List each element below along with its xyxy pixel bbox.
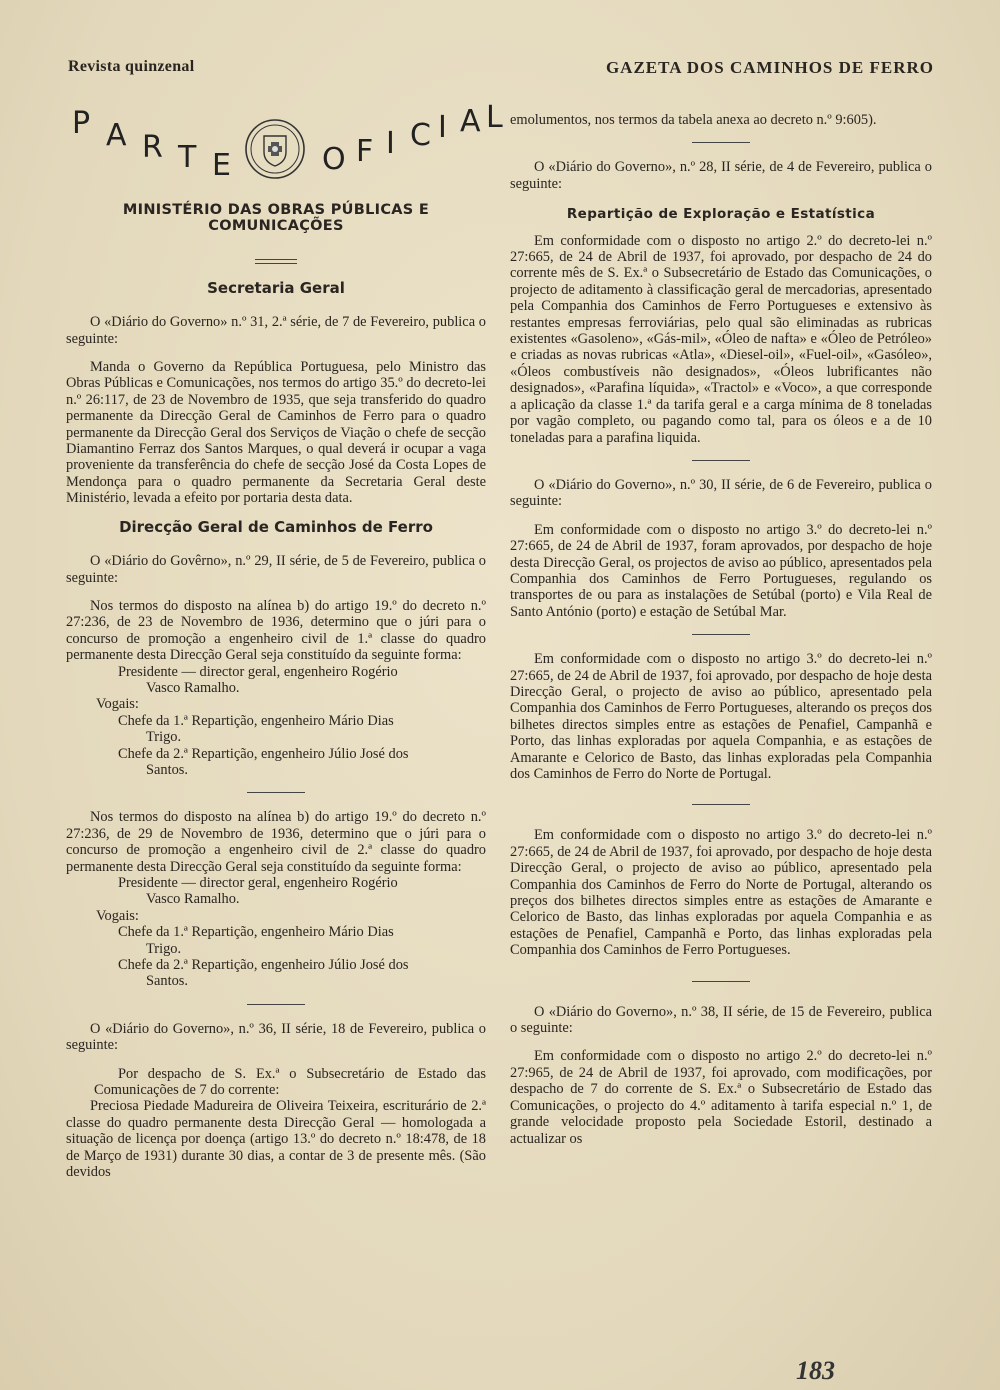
right-column bbox=[510, 112, 932, 1147]
ministry-heading: MINISTÉRIO DAS OBRAS PÚBLICAS E COMUNICAÇÕES bbox=[122, 202, 430, 235]
double-rule bbox=[255, 259, 297, 264]
left-column bbox=[66, 100, 505, 1181]
paragraph: O «Diário do Governo» n.º 31, 2.ª série, de 7 de Fevereiro, publica o seguinte: bbox=[66, 314, 486, 347]
banner-letter: T bbox=[178, 140, 199, 175]
separator-rule bbox=[692, 460, 750, 461]
banner-letter: O bbox=[322, 142, 348, 177]
paragraph: O «Diário do Governo», n.º 28, II série, de 4 de Fevereiro, publica o seguinte: bbox=[510, 159, 932, 192]
paragraph: Preciosa Piedade Madureira de Oliveira Teixeira, escriturário de 2.ª classe do quadro permanente desta Direcção Geral — homologada a situação de licença por doença (artigo 13.º do decreto n.º 18:478, de 18 de Março de 1931) durante 30 dias, a contar de 3 de presente mês. (São devidos bbox=[66, 1098, 486, 1181]
list-line: Trigo. bbox=[146, 729, 182, 746]
banner-letter: L bbox=[486, 100, 505, 135]
list-line: Vasco Ramalho. bbox=[146, 679, 240, 696]
paragraph: Manda o Governo da República Portuguesa, pelo Ministro das Obras Públicas e Comunicações, nos termos do artigo 35.º do decreto-lei n.º 26:117, de 23 de Novembro de 1935, que seja transferido do quadro permanente da Direcção Geral de Caminhos de Ferro para o quadro permanente da Direcção Geral dos Serviços de Viação o chefe de secção Diamantino Ferraz dos Santos Marques, o qual deverá ir ocupar a vaga proveniente da transferência do chefe de secção José da Costa Lopes de Mendonça para o quadro permanente da Secretaria Geral deste Ministério, levada a efeito por portaria desta data. bbox=[66, 359, 486, 507]
list-line: Vogais: bbox=[96, 696, 139, 713]
list-line: Trigo. bbox=[146, 940, 182, 957]
separator-rule bbox=[692, 981, 750, 982]
banner-letter: C bbox=[410, 118, 433, 153]
separator-rule bbox=[692, 634, 750, 635]
banner-letter: A bbox=[106, 118, 129, 153]
banner-letter: I bbox=[438, 110, 449, 145]
banner-letter: I bbox=[386, 126, 397, 161]
paragraph: Nos termos do disposto na alínea b) do artigo 19.º do decreto n.º 27:236, de 29 de Novembro de 1936, determino que o júri para o concurso de promoção a engenheiro civil de 2.ª classe do quadro permanente desta Direcção Geral seja constituído da seguinte forma: bbox=[66, 809, 486, 875]
list-line: Santos. bbox=[146, 973, 188, 990]
list-line: Chefe da 1.ª Repartição, engenheiro Mário Dias bbox=[118, 924, 394, 941]
coat-of-arms-icon bbox=[244, 118, 306, 180]
list-line: Santos. bbox=[146, 761, 188, 778]
header-left: Revista quinzenal bbox=[68, 58, 195, 75]
banner-letter: A bbox=[460, 104, 483, 139]
list-line: Vogais: bbox=[96, 907, 139, 924]
banner-letter: F bbox=[356, 134, 376, 169]
list-line: Presidente — director geral, engenheiro Rogério bbox=[118, 663, 398, 680]
paragraph: Em conformidade com o disposto no artigo 3.º do decreto-lei n.º 27:665, de 24 de Abril de 1937, foram aprovados, por despacho de hoje desta Direcção Geral, os projectos de aviso ao público, apresentados pela Companhia dos Caminhos de Ferro Portugueses, regulando os transportes de ou para as instalações de Setúbal (porto) e Vila Real de Santo António (porto) e estação de Setúbal Mar. bbox=[510, 521, 932, 620]
paragraph: Por despacho de S. Ex.ª o Subsecretário de Estado das Comunicações de 7 do corrente: bbox=[94, 1065, 486, 1099]
paragraph: emolumentos, nos termos da tabela anexa ao decreto n.º 9:605). bbox=[510, 112, 877, 128]
list-line: Presidente — director geral, engenheiro Rogério bbox=[118, 875, 398, 891]
separator-rule bbox=[247, 792, 305, 793]
paragraph: Em conformidade com o disposto no artigo 3.º do decreto-lei n.º 27:665, de 24 de Abril de 1937, foi aprovado, por despacho de hoje desta Direcção Geral, o projecto de aviso ao público, apresentado pela Companhia dos Caminhos de Ferro Portugueses, alterando os preços dos bilhetes directos simples entre as estações de Penafiel, Campanhã e Porto, das linhas exploradas por aquela Companhia, e as estações de Amarante e Celorico de Basto, das linhas exploradas pela Companhia dos Caminhos de Ferro do Norte de Portugal. bbox=[510, 651, 932, 782]
list-line: Vasco Ramalho. bbox=[146, 891, 240, 908]
paragraph: O «Diário do Governo», n.º 30, II série, de 6 de Fevereiro, publica o seguinte: bbox=[510, 476, 932, 510]
list-line: Chefe da 1.ª Repartição, engenheiro Mário Dias bbox=[118, 712, 394, 729]
parte-oficial-banner bbox=[66, 100, 505, 192]
banner-letter: E bbox=[212, 148, 233, 183]
page-number: 183 bbox=[796, 1356, 835, 1385]
section-heading: Secretaria Geral bbox=[207, 278, 345, 297]
paragraph: Em conformidade com o disposto no artigo 2.º do decreto-lei n.º 27:665, de 24 de Abril de 1937, foi aprovado, por despacho de 24 do corrente mês de S. Ex.ª o Subsecretário de Estado das Comunicações, o projecto de aditamento à classificação geral de mercadorias, apresentado pela Companhia dos Caminhos de Ferro Portugueses e extensivo às restantes empresas ferroviárias, pelo qual são eliminadas as rubricas existentes «Gasoleno», «Gás-mil», «Óleo de nafta» e «Óleo de Petróleo» e criadas as novas rubricas «Atla», «Diesel-oil», «Fuel-oil», «Gasóleo», «Óleos combustíveis não designados», «Óleos lubrificantes não designados», «Parafina líquida», «Tractol» e «Voco», a que corresponde a aplicação da classe 1.ª da tarifa geral e a carga mínima de 8 toneladas por vagão completo, ou pagando como tal, para os óleos e a de 10 toneladas para a parafina liquida. bbox=[510, 232, 932, 446]
banner-letter: R bbox=[142, 130, 165, 165]
list-line: Chefe da 2.ª Repartição, engenheiro Júlio José dos bbox=[118, 957, 409, 974]
section-heading: Direcção Geral de Caminhos de Ferro bbox=[119, 517, 433, 536]
paragraph: Em conformidade com o disposto no artigo 3.º do decreto-lei n.º 27:665, de 24 de Abril de 1937, foi aprovado, por despacho de hoje desta Direcção Geral, o projecto de aviso ao público, apresentado pela Companhia dos Caminhos de Ferro do Norte de Portugal, alterando os preços dos bilhetes directos simples entre as estações de Amarante e Celorico de Basto, das linhas exploradas por aquela Companhia e as estações de Penafiel, Campanhã e Porto, das linhas exploradas pela Companhia dos Caminhos de Ferro Portugueses. bbox=[510, 827, 932, 959]
separator-rule bbox=[692, 142, 750, 143]
paragraph: Nos termos do disposto na alínea b) do artigo 19.º do decreto n.º 27:236, de 23 de Novembro de 1936, determino que o júri para o concurso de promoção a engenheiro civil de 1.ª classe do quadro permanente desta Direcção Geral seja constituído da seguinte forma: bbox=[66, 597, 486, 664]
list-line: Chefe da 2.ª Repartição, engenheiro Júlio José dos bbox=[118, 745, 409, 762]
paragraph: O «Diário do Governo», n.º 36, II série, 18 de Fevereiro, publica o seguinte: bbox=[66, 1020, 486, 1054]
subsection-heading: Repartição de Exploração e Estatística bbox=[566, 206, 876, 223]
paragraph: O «Diário do Govêrno», n.º 29, II série, de 5 de Fevereiro, publica o seguinte: bbox=[66, 553, 486, 586]
paragraph: O «Diário do Governo», n.º 38, II série, de 15 de Fevereiro, publica o seguinte: bbox=[510, 1003, 932, 1037]
banner-letter: P bbox=[72, 106, 93, 141]
separator-rule bbox=[692, 804, 750, 805]
header-right: GAZETA DOS CAMINHOS DE FERRO bbox=[605, 58, 934, 77]
paragraph: Em conformidade com o disposto no artigo 2.º do decreto-lei n.º 27:965, de 24 de Abril de 1937, foi aprovado, com modificações, por despacho de 7 do corrente de S. Ex.ª o Subsecretário de Estado das Comunicações, o projecto do 4.º aditamento à tarifa especial n.º 1, de grande velocidade proposto pela Sociedade Estoril, destinado a actualizar os bbox=[510, 1048, 932, 1147]
separator-rule bbox=[247, 1004, 305, 1005]
